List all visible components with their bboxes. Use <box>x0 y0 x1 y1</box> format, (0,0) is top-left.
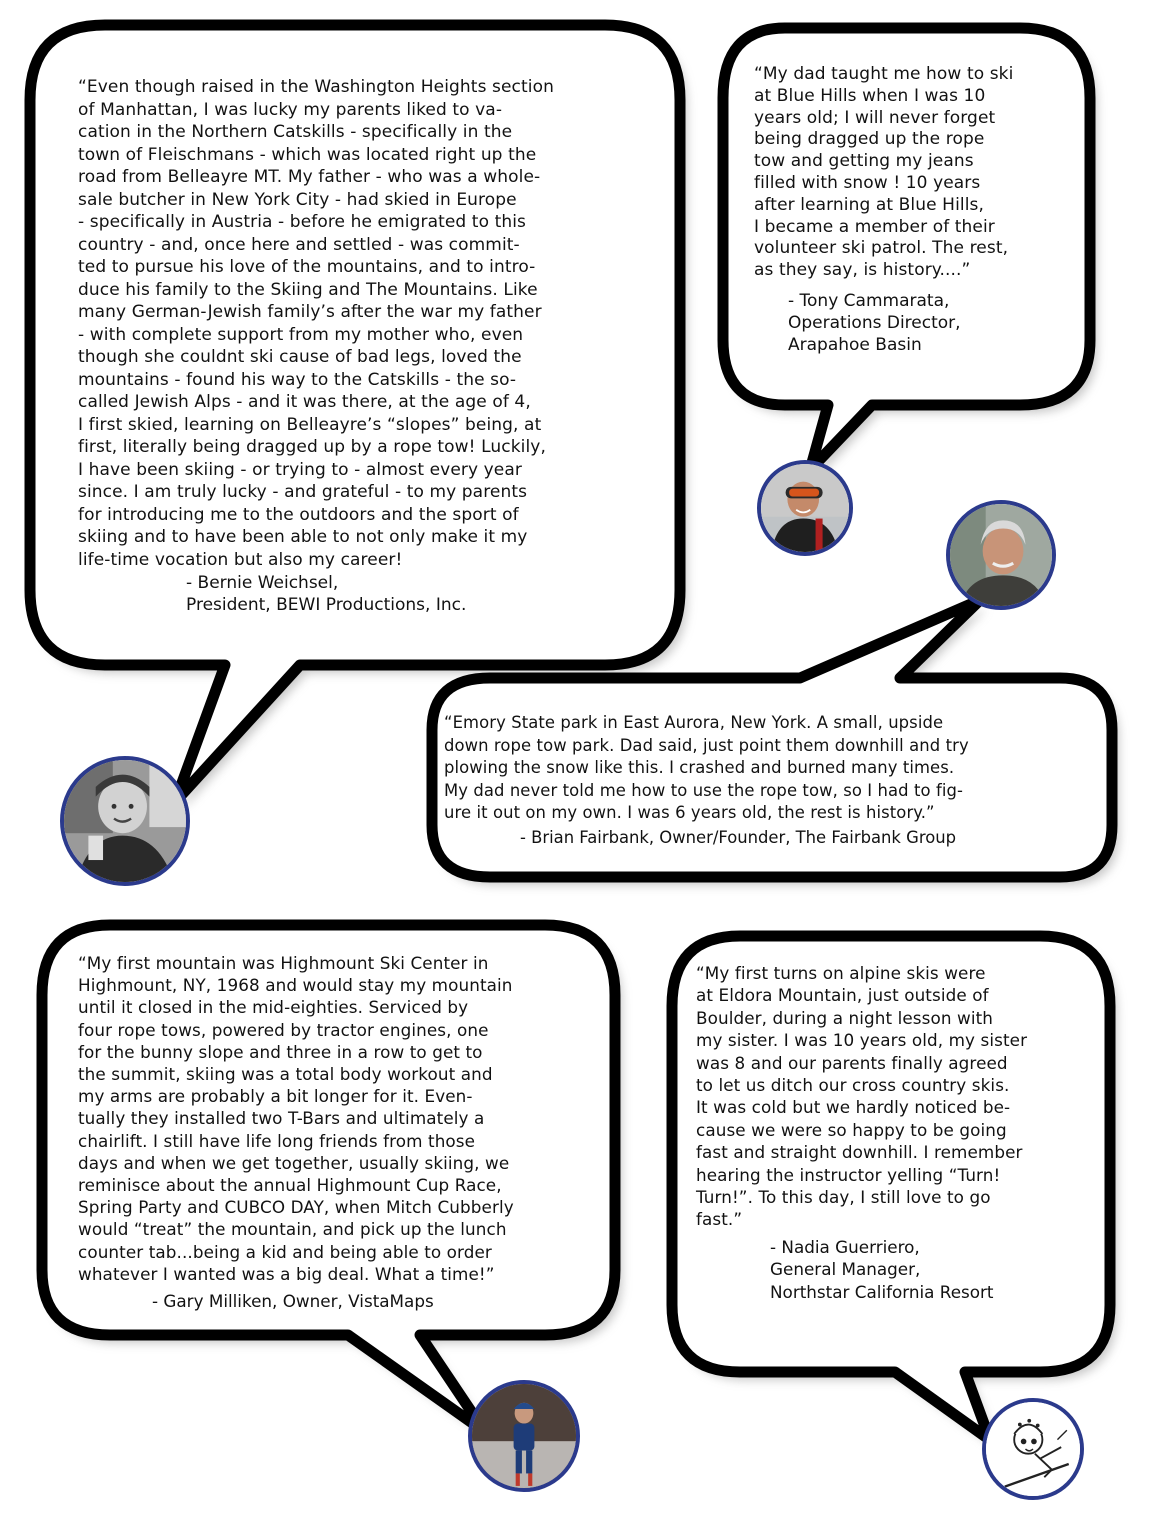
child-skier-bw-photo <box>60 756 190 886</box>
quote-text-brian-fairbank: “Emory State park in East Aurora, New York. A small, upside down rope tow park. Dad said, just point them downhill and try plowing the snow like this. I crashed and burned many times. My dad never told me how to use the rope tow, so I had to fig- ure it out on my own. I was 6 years old, the rest is history.” <box>444 713 969 822</box>
cartoon-skier-image <box>986 1402 1080 1496</box>
child-skier-bw-image <box>64 760 186 882</box>
attribution-nadia-guerriero: - Nadia Guerriero, General Manager, Northstar California Resort <box>770 1237 994 1302</box>
goggles-skier-photo <box>757 460 853 556</box>
goggles-skier-image <box>761 464 849 552</box>
attribution-bernie-weichsel: - Bernie Weichsel, President, BEWI Productions, Inc. <box>186 573 467 616</box>
quote-text-nadia-guerriero: “My first turns on alpine skis were at Eldora Mountain, just outside of Boulder, during a night lesson with my sister. I was 10 years old, my sister was 8 and our parents finally agreed to let us ditch our cross country skis. It was cold but we hardly noticed be- cause we were so happy to be going fast and straight downhill. I remember hearing the instructor yelling “Turn! Turn!”. To this day, I still love to go fast.” <box>696 963 1028 1230</box>
child-on-skis-photo <box>468 1380 580 1492</box>
child-on-skis-image <box>472 1384 576 1488</box>
quote-text-tony-cammarata: “My dad taught me how to ski at Blue Hills when I was 10 years old; I will never forget being dragged up the rope tow and getting my jeans filled with snow ! 10 years after learning at Blue Hills, I became a member of their volunteer ski patrol. The rest, as they say, is history....” <box>754 64 1014 281</box>
gray-haired-man-image <box>950 504 1052 606</box>
attribution-gary-milliken: - Gary Milliken, Owner, VistaMaps <box>152 1291 434 1311</box>
cartoon-skier-drawing <box>982 1398 1084 1500</box>
attribution-brian-fairbank: - Brian Fairbank, Owner/Founder, The Fairbank Group <box>520 828 957 847</box>
gray-haired-man-photo <box>946 500 1056 610</box>
attribution-tony-cammarata: - Tony Cammarata, Operations Director, Arapahoe Basin <box>788 291 961 355</box>
quote-text-bernie-weichsel: “Even though raised in the Washington Heights section of Manhattan, I was lucky my parents liked to va- cation in the Northern Catskills - specifically in the town of Fleischmans - which was located right up the road from Belleayre MT. My father - who was a whole- sale butcher in New York City - had skied in Europe - specifically in Austria - before he emigrated to this country - and, once here and settled - was commit- ted to pursue his love of the mountains, and to intro- duce his family to the Skiing and The Mountains. Like many German-Jewish family’s after the war my father - with complete support from my mother who, even though she couldnt ski cause of bad legs, loved the mountains - found his way to the Catskills - the so- called Jewish Alps - and it was there, at the age of 4, I first skied, learning on Belleayre’s “slopes” being, at first, literally being dragged up by a rope tow! Luckily, I have been skiing - or trying to - almost every year since. I am truly lucky - and grateful - to my parents for introducing me to the outdoors and the sport of skiing and to have been able to not only make it my life-time vocation but also my career! <box>78 77 554 570</box>
quote-text-gary-milliken: “My first mountain was Highmount Ski Center in Highmount, NY, 1968 and would stay my mountain until it closed in the mid-eighties. Serviced by four rope tows, powered by tractor engines, one for the bunny slope and three in a row to get to the summit, skiing was a total body workout and my arms are probably a bit longer for it. Even- tually they installed two T-Bars and ultimately a chairlift. I still have life long friends from those days and when we get together, usually skiing, we reminisce about the annual Highmount Cup Race, Spring Party and CUBCO DAY, when Mitch Cubberly would “treat” the mountain, and pick up the lunch counter tab...being a kid and being able to order whatever I wanted was a big deal. What a time!” <box>78 953 514 1284</box>
